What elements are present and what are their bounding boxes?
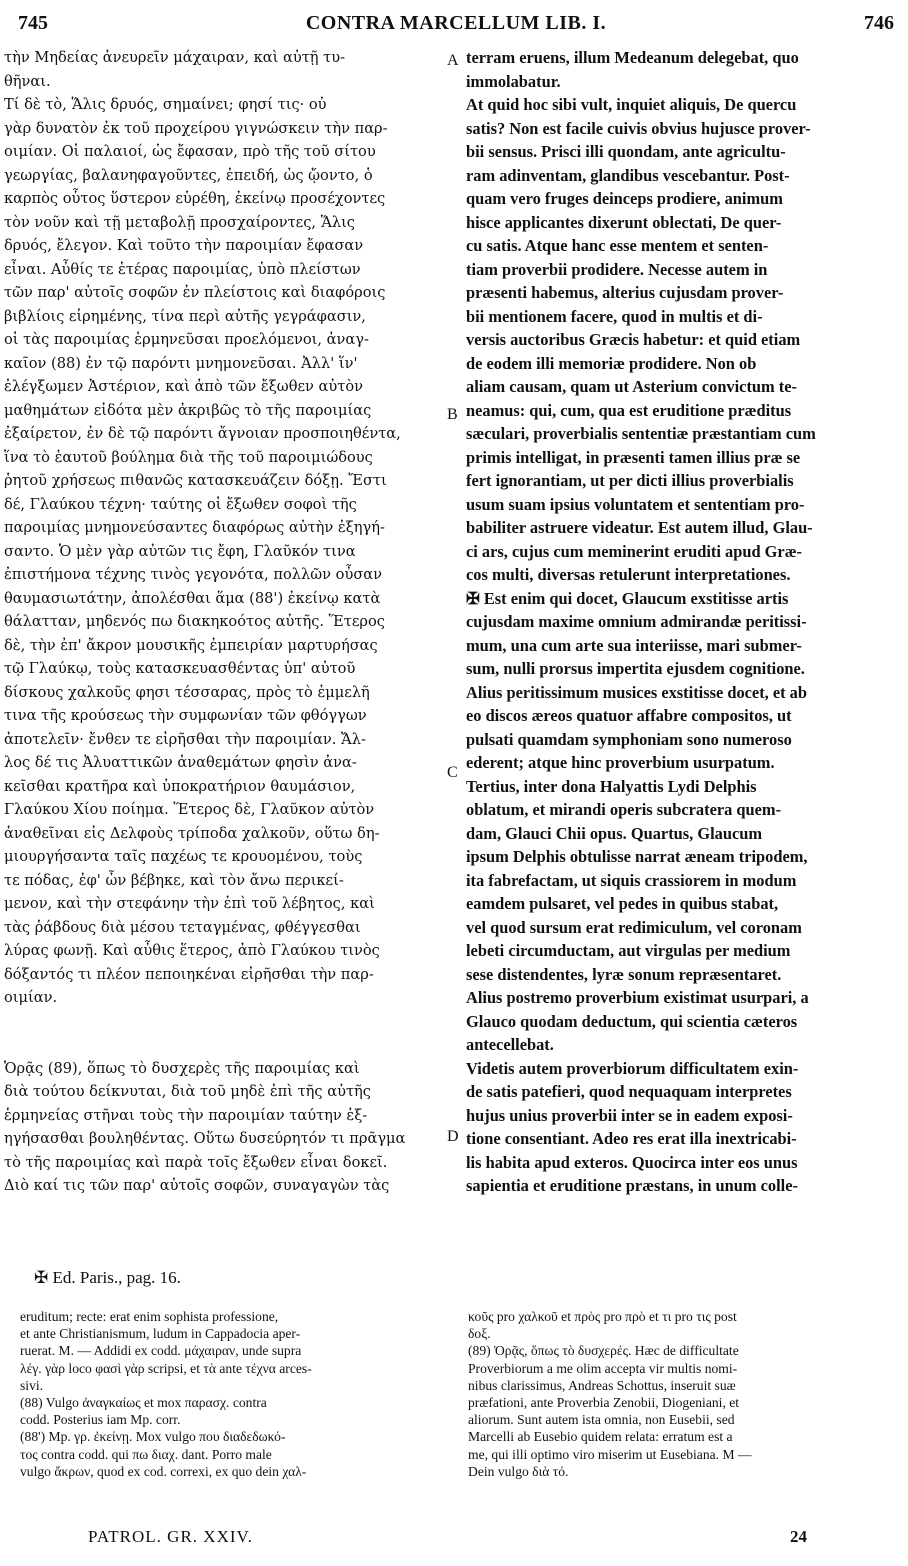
latin-text-line: satis? Non est facile cuivis obvius hujusce prover- [466,118,811,138]
latin-text-line: lis habita apud exteros. Quocirca inter eos unus [466,1152,798,1172]
latin-text-line: primis intelligat, in præsenti tamen illius præ se [466,447,801,467]
greek-text-line: ηγήσασθαι βουληθέντας. Οὕτω δυσεύρητόν τι πρᾶγμα [4,1130,406,1147]
latin-text-line: neamus: qui, cum, qua est eruditione præditus [466,400,792,420]
signature-mark: 24 [790,1527,807,1546]
latin-text-line: ipsum Delphis obtulisse narrat æneam tripodem, [466,847,808,866]
greek-text-line: τὰς ῥάβδους διὰ μέσου τεταγμένας, φθέγγεσθαι [4,918,361,936]
greek-text-line: οἱ τὰς παροιμίας ἑρμηνεῦσαι προελόμενοι, ἀναγ- [4,331,369,348]
latin-text-line: fert ignorantiam, ut per dicti illius proverbialis [466,471,794,490]
latin-text-line: ederent; atque hinc proverbium usurpatum. [466,753,775,772]
footnote-line: aliorum. Sunt autem ista omnia, non Eusebii, sed [468,1412,735,1428]
footnotes-left [20,1308,446,1480]
margin-letter-c: C [447,764,458,781]
greek-text-line: λος δέ τις Ἀλυαττικῶν ἀναθεμάτων φησὶν ἀνα- [4,754,357,771]
latin-text-line: cos multi, diversas retulerunt interpretationes. [466,565,791,584]
footnote-line: δοξ. [468,1326,491,1342]
greek-text-line: γεωργίας, βαλανηφαγοῦντες, ἐπειδή, ὡς ᾤοντο, ὁ [4,166,373,184]
greek-text-line: ἑρμηνείας στῆναι τοὺς τὴν παροιμίαν ταύτην ἐξ- [4,1106,368,1124]
footnote-line: nibus clarissimus, Andreas Schottus, inseruit suæ [468,1377,736,1393]
series-footer: PATROL. GR. XXIV. [88,1527,253,1546]
greek-text-line: μαθημάτων εἰδότα μὲν ἀκριβῶς τὸ τῆς παροιμίας [4,401,372,419]
footnote-line: Marcelli ab Eusebio quidem relata: erratum est a [468,1429,733,1445]
greek-text-line: εἶναι. Αὖθίς τε ἑτέρας παροιμίας, ὑπὸ πλείστων [4,260,361,278]
greek-text-line: δόξαντός τι πλέον πεποιηκέναι εἰρῆσθαι τὴν παρ- [4,965,374,983]
footnote-line: eruditum; recte: erat enim sophista professione, [20,1309,279,1324]
latin-text-line: quam vero fruges deinceps prodiere, animum [466,189,783,208]
greek-text-line: τῶν παρ' αὐτοῖς σοφῶν ἐν πλείστοις καὶ διαφόροις [4,284,386,301]
latin-text-line: cu satis. Atque hanc esse mentem et senten- [466,236,769,255]
greek-text-line: σαντο. Ὁ μὲν γὰρ αὐτῶν τις ἔφη, Γλαῦκόν τινα [4,542,356,560]
latin-text-line: ci ars, cujus cum meminerint eruditi apud Græ- [466,541,802,561]
margin-letter-b: B [447,406,458,423]
greek-text-line: ἵνα τὸ ἑαυτοῦ βούλημα διὰ τῆς τοῦ παροιμιώδους [4,448,373,466]
greek-text-line: κεῖσθαι κρατῆρα καὶ ὑποκρατήριον θαυμάσιον, [4,777,356,795]
latin-text-line: hujus unius proverbii inter se in eadem exposi- [466,1105,793,1125]
greek-text-line: ἀναθεῖναι εἰς Δελφοὺς τρίποδα χαλκοῦν, οὕτω δη- [4,824,380,842]
latin-text-line: babiliter astruere videatur. Est autem illud, Glau- [466,518,813,537]
footnote-line: præfationi, ante Proverbia Zenobii, Diogeniani, et [468,1394,740,1410]
page-number-right: 746 [864,12,894,34]
greek-text-line: θάλατταν, μηδενός πω διακηκοότος αὐτῆς. Ἕτερος [4,613,385,630]
greek-text-line: οιμίαν. [4,989,58,1006]
latin-text-line: Videtis autem proverbiorum difficultatem exin- [466,1058,799,1078]
footnote-line: τος contra codd. qui πω διαχ. dant. Porro male [20,1446,272,1462]
greek-text-line: παροιμίας μνημονεύσαντες διαφόρως αὐτὴν ἐξηγή- [4,519,385,536]
greek-text-line: τε πόδας, ἐφ' ὧν βέβηκε, καὶ τὸν ἄνω περικεί- [4,871,344,889]
greek-text-line: τινα τῆς κρούσεως τὴν συμφωνίαν τῶν φθόγγων [4,707,367,724]
greek-text-line: λύρας φωνῇ. Καὶ αὖθις ἕτερος, ἀπὸ Γλαύκου τινὸς [4,942,380,959]
latin-text-line: ✠ Est enim qui docet, Glaucum exstitisse artis [466,588,789,608]
greek-text-line: γὰρ δυνατὸν ἐκ τοῦ προχείρου γιγνώσκειν τὴν παρ- [4,119,388,137]
greek-text-line: Διὸ καί τις τῶν παρ' αὐτοῖς σοφῶν, συναγαγὼν τὰς [4,1177,390,1194]
margin-letter-d: D [447,1128,459,1145]
greek-column [4,46,444,1198]
latin-text-line: At quid hoc sibi vult, inquiet aliquis, De quercu [466,95,797,114]
latin-text-line: pulsati quamdam symphoniam sono numeroso [466,729,792,749]
latin-text-line: oblatum, et mirandi operis subcratera quem- [466,800,782,819]
greek-text-line: ἐλέγξωμεν Ἀστέριον, καὶ ἀπὸ τῶν ἔξωθεν αὐτὸν [4,378,364,395]
footnote-line: codd. Posterius iam Mp. corr. [20,1412,181,1428]
footnote-line: (88') Mp. γρ. ἐκείνῃ. Mox vulgo που διαδεδωκό- [20,1429,286,1445]
greek-text-line: τὴν Μηδείας ἀνευρεῖν μάχαιραν, καὶ αὐτῇ τυ- [4,49,346,66]
latin-text-line: terram eruens, illum Medeanum delegebat, quo [466,48,799,67]
margin-letter-a: A [447,52,459,69]
greek-text-line: καρπὸς οὗτος ὕστερον εὑρέθη, ἐκείνῳ προσέχοντες [4,190,386,207]
footnote-line: (88) Vulgo ἀναγκαίως et mox παρασχ. contra [20,1394,267,1410]
greek-text-line: διὰ τούτου δείκνυται, διὰ τοῦ μηδὲ ἐπὶ τῆς αὐτῆς [4,1083,371,1100]
latin-text-line: hisce applicantes dixerunt oblectati, De quer- [466,212,782,232]
latin-text-line: mum, una cum arte sua interiisse, mari submer- [466,635,802,655]
running-title: CONTRA MARCELLUM LIB. I. [305,12,607,34]
latin-text-line: dam, Glauci Chii opus. Quartus, Glaucum [466,823,762,843]
latin-text-line: versis auctoribus Græcis habetur: et quid etiam [466,330,801,349]
latin-text-line: de eodem illi memoriæ prodidere. Non ob [466,353,757,373]
greek-text-line: θῆναι. [4,72,51,90]
latin-text-line: sum, nulli prorsus impertita ejusdem cognitione. [466,659,805,678]
latin-text-line: cujusdam maxime omnium admirandæ peritissi- [466,612,807,631]
latin-text-line: eo discos æreos quatuor affabre compositos, ut [466,706,792,725]
page-number-left: 745 [18,12,48,34]
greek-text-line: καῖον (88) ἐν τῷ παρόντι μνημονεῦσαι. Ἀλλ' ἵν' [4,354,358,372]
paragraph-gap [4,1010,444,1034]
latin-text-line: usum suam ipsius voluntatem et sententiam pro- [466,494,805,514]
latin-text-line: tione consentiant. Adeo res erat illa inextricabi- [466,1129,797,1148]
paragraph-gap [4,1033,444,1057]
latin-text-line: ita fabrefactam, ut siquis crassiorem in modum [466,870,797,890]
footnotes-right [468,1308,896,1480]
latin-text-line: aliam causam, quam ut Asterium convictum te- [466,377,797,396]
footnote-line: ruerat. M. — Addidi ex codd. μάχαιραν, unde supra [20,1343,302,1359]
greek-text-line: τὸν νοῦν καὶ τῇ μεταβολῇ προσχαίροντες, Ἅλις [4,213,355,231]
greek-text-line: θαυμασιωτάτην, ἀπολέσθαι ἅμα (88') ἐκείνῳ κατὰ [4,589,381,607]
greek-text-line: βιβλίοις εἰρημένης, τίνα περὶ αὐτῆς γεγράφασιν, [4,307,366,325]
latin-text-line: Glauco quodam deductum, qui scientia cæteros [466,1011,798,1031]
latin-text-line: antecellebat. [466,1035,554,1054]
latin-text-line: immolabatur. [466,71,561,91]
latin-text-line: ram adinventam, glandibus vescebantur. Post- [466,165,790,185]
greek-text-line: δὲ, τὴν ἐπ' ἄκρον μουσικῆς ἐμπειρίαν μαρτυρήσας [4,636,378,654]
greek-text-line: ῥητοῦ χρήσεως πιθανῶς κατασκευάζειν δόξῃ. Ἔστι [4,472,387,489]
greek-text-line: τῷ Γλαύκῳ, τοὺς κατασκευασθέντας ὑπ' αὐτοῦ [4,660,356,677]
latin-text-line: tiam proverbii prodidere. Necesse autem in [466,259,768,279]
latin-text-line: vel quod sursum erat redimiculum, vel coronam [466,917,802,937]
latin-text-line: sapientia et eruditione præstans, in unum colle- [466,1176,798,1195]
greek-text-line: δέ, Γλαύκου τέχνη· ταύτης οἱ ἔξωθεν σοφοὶ τῆς [4,495,357,513]
greek-text-line: δίσκους χαλκοῦς φησι τέσσαρας, πρὸς τὸ ἐμμελῆ [4,683,370,701]
footnote-line: Proverbiorum a me olim accepta vir multis nomi- [468,1360,738,1376]
latin-text-line: præsenti habemus, alterius cujusdam prover- [466,283,784,302]
greek-text-line: Ὁρᾷς (89), ὅπως τὸ δυσχερὲς τῆς παροιμίας καὶ [4,1059,360,1077]
footnote-line: et ante Christianismum, ludum in Cappadocia aper- [20,1326,301,1342]
footnote-line: (89) Ὁρᾷς, ὅπως τὸ δυσχερές. Hæc de difficultate [468,1343,739,1359]
running-header [18,4,894,40]
greek-text-line: τὸ τῆς παροιμίας καὶ παρὰ τοῖς ἔξωθεν εἶναι δοκεῖ. [4,1153,388,1171]
latin-text-line: sese distendentes, lyræ sonum repræsentaret. [466,964,782,984]
latin-text-line: sæculari, proverbialis sententiæ præstantiam cum [466,424,816,443]
greek-text-line: ἀποτελεῖν· ἔνθεν τε εἰρῆσθαι τὴν παροιμίαν. Ἄλ- [4,730,366,748]
latin-text-line: Alius peritissimum musices exstitisse docet, et ab [466,682,807,702]
footnote-line: κοῦς pro χαλκοῦ et πρὸς pro πρὸ et τι pro τις post [468,1309,737,1324]
footnote-line: sivi. [20,1377,44,1393]
footnote-line: λέγ. γὰρ loco φασὶ γὰρ scripsi, et τὰ ante τέχνα arces- [20,1360,312,1376]
latin-text-line: eamdem pulsaret, vel pedes in quibus stabat, [466,894,779,913]
greek-text-line: μιουργήσαντα ταῖς παχέως τε κρουομένου, τοὺς [4,848,363,865]
greek-text-line: Γλαύκου Χίου ποίημα. Ἕτερος δὲ, Γλαῦκον αὐτὸν [4,801,375,818]
latin-column [466,46,896,1198]
footnote-line: vulgo ἄκρων, quod ex cod. correxi, ex quo dein χαλ- [20,1463,307,1479]
edition-note: ✠ Ed. Paris., pag. 16. [34,1268,181,1287]
greek-text-line: ἐπιστήμονα τέχνης τινὸς γεγονότα, πολλῶν οὖσαν [4,566,383,583]
greek-text-line: μενον, καὶ τὴν στεφάνην τὴν ἐπὶ τοῦ λέβητος, καὶ [4,895,375,912]
greek-text-line: ἐξαίρετον, ἐν δὲ τῷ παρόντι ἄγνοιαν προσποιηθέντα, [4,425,401,442]
greek-text-line: δρυός, ἔλεγον. Καὶ τοῦτο τὴν παροιμίαν ἔφασαν [4,237,364,254]
latin-text-line: lebeti circumductam, aut virgulas per medium [466,941,791,960]
greek-text-line: Τί δὲ τὸ, Ἅλις δρυός, σημαίνει; φησί τις· οὐ [4,96,327,113]
greek-text-line: οιμίαν. Οἱ παλαιοί, ὡς ἔφασαν, πρὸ τῆς τοῦ σίτου [4,143,376,160]
footnote-line: Dein vulgo διὰ τό. [468,1463,569,1479]
latin-text-line: bii mentionem facere, quod in multis et di- [466,306,763,326]
latin-text-line: Alius postremo proverbium existimat usurpari, a [466,988,809,1007]
footnote-line: me, qui illi optimo viro miserim ut Eusebiana. M — [468,1446,752,1462]
latin-text-line: de satis patefieri, quod nequaquam interpretes [466,1082,792,1101]
latin-text-line: Tertius, inter dona Halyattis Lydi Delphis [466,776,757,796]
latin-text-line: bii sensus. Prisci illi quondam, ante agricultu- [466,142,786,161]
